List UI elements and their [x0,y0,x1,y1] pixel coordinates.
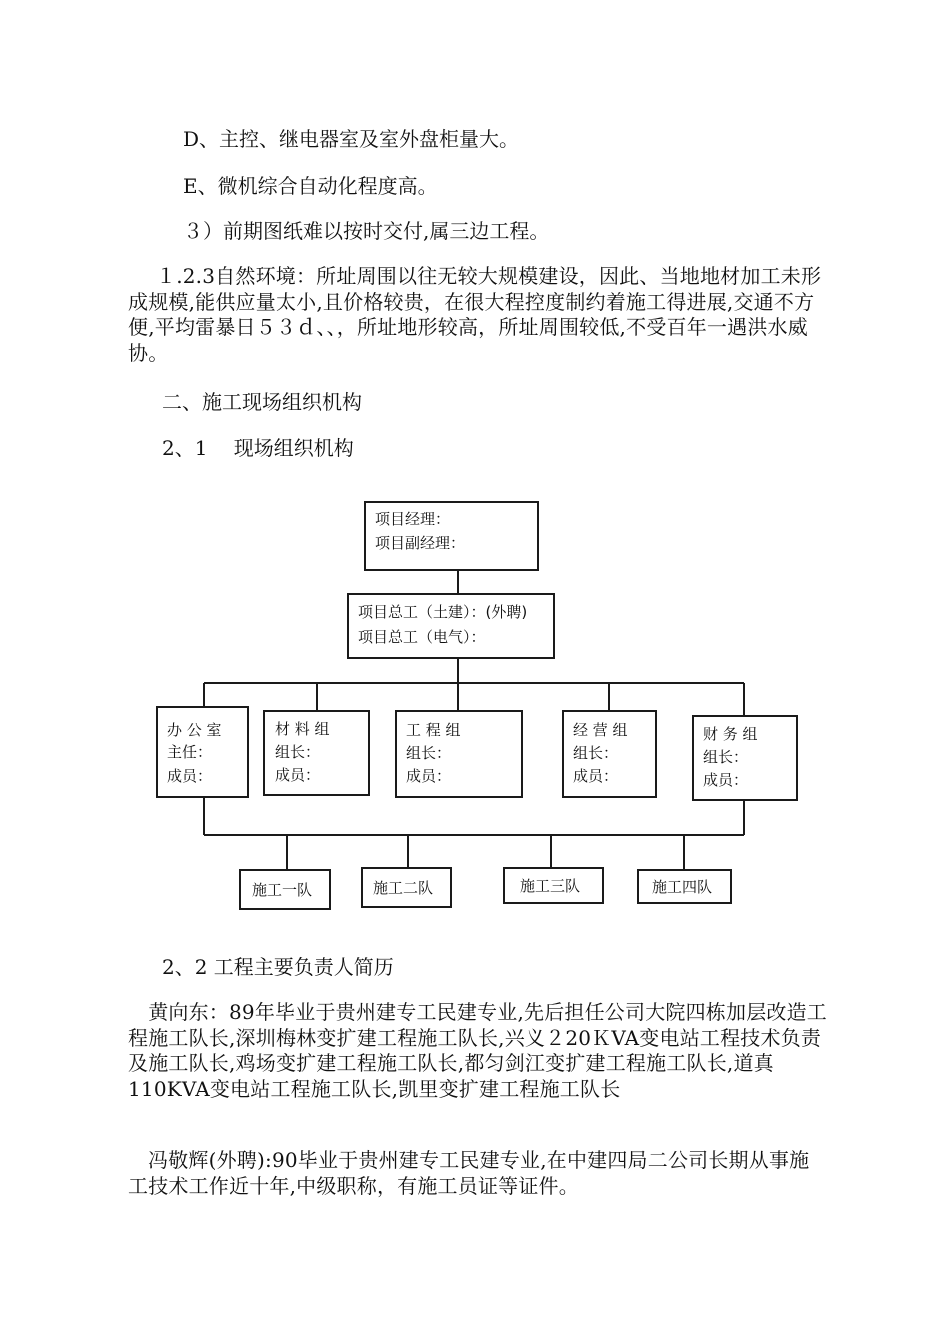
team-label-1: 施工一队 [252,881,313,899]
section-heading-2: 二、施工现场组织机构 [162,390,362,414]
manager-line-2: 项目副经理： [375,534,466,552]
feng-resume-paragraph: 冯敬辉(外聘):90毕业于贵州建专工民建专业,在中建四局二公司长期从事施工技术工作近十年,中级职称，有施工员证等证件。 [128,1148,810,1198]
natural-environment-paragraph: １.2.3自然环境：所址周围以往无较大规模建设，因此、当地地材加工未形成规模,能供应量太小,且价格较贵，在很大程控度制约着施工得进展,交通不方便,平均雷暴日５３ｄ、、，所址地形较高，所址周围较低,不受百年一遇洪水威协。 [128,264,822,365]
item-d: D、主控、继电器室及室外盘柜量大。 [183,127,520,151]
dept-name-business: 经 营 组 [573,721,628,739]
dept-role1-business: 组长： [573,744,619,762]
chief-line-2: 项目总工（电气）： [358,628,486,646]
team-label-3: 施工三队 [520,877,581,895]
dept-name-office: 办 公 室 [167,721,222,739]
huang-resume-paragraph: 黄向东：89年毕业于贵州建专工民建专业,先后担任公司大院四栋加层改造工程施工队长,深圳梅林变扩建工程施工队长,兴义２20ＫVA变电站工程技术负责及施工队长,鸡场变扩建工程施工队长,都匀剑江变扩建工程施工队长,道真110KVA变电站工程施工队长,凯里变扩建工程施工队长 [128,1000,828,1101]
team-label-4: 施工四队 [652,878,713,896]
dept-role1-office: 主任： [167,743,213,761]
dept-name-engineering: 工 程 组 [406,721,461,739]
item-e: E、微机综合自动化程度高。 [183,174,438,198]
team-label-2: 施工二队 [373,879,434,897]
dept-role1-finance: 组长： [703,748,749,766]
dept-role2-finance: 成员： [703,771,749,789]
dept-role1-material: 组长： [275,743,321,761]
dept-role2-material: 成员： [275,766,321,784]
dept-role2-office: 成员： [167,767,213,785]
subsection-heading-2-2: 2、2 工程主要负责人简历 [162,955,394,979]
dept-role1-engineering: 组长： [406,744,452,762]
subsection-heading-2-1: 2、1 现场组织机构 [162,436,354,460]
dept-name-finance: 财 务 组 [703,725,758,743]
dept-name-material: 材 料 组 [275,720,330,738]
dept-role2-engineering: 成员： [406,767,452,785]
item-3: ３）前期图纸难以按时交付,属三边工程。 [183,219,550,243]
manager-line-1: 项目经理： [375,510,451,528]
dept-role2-business: 成员： [573,767,619,785]
chief-line-1: 项目总工（土建）：(外聘) [358,603,528,621]
